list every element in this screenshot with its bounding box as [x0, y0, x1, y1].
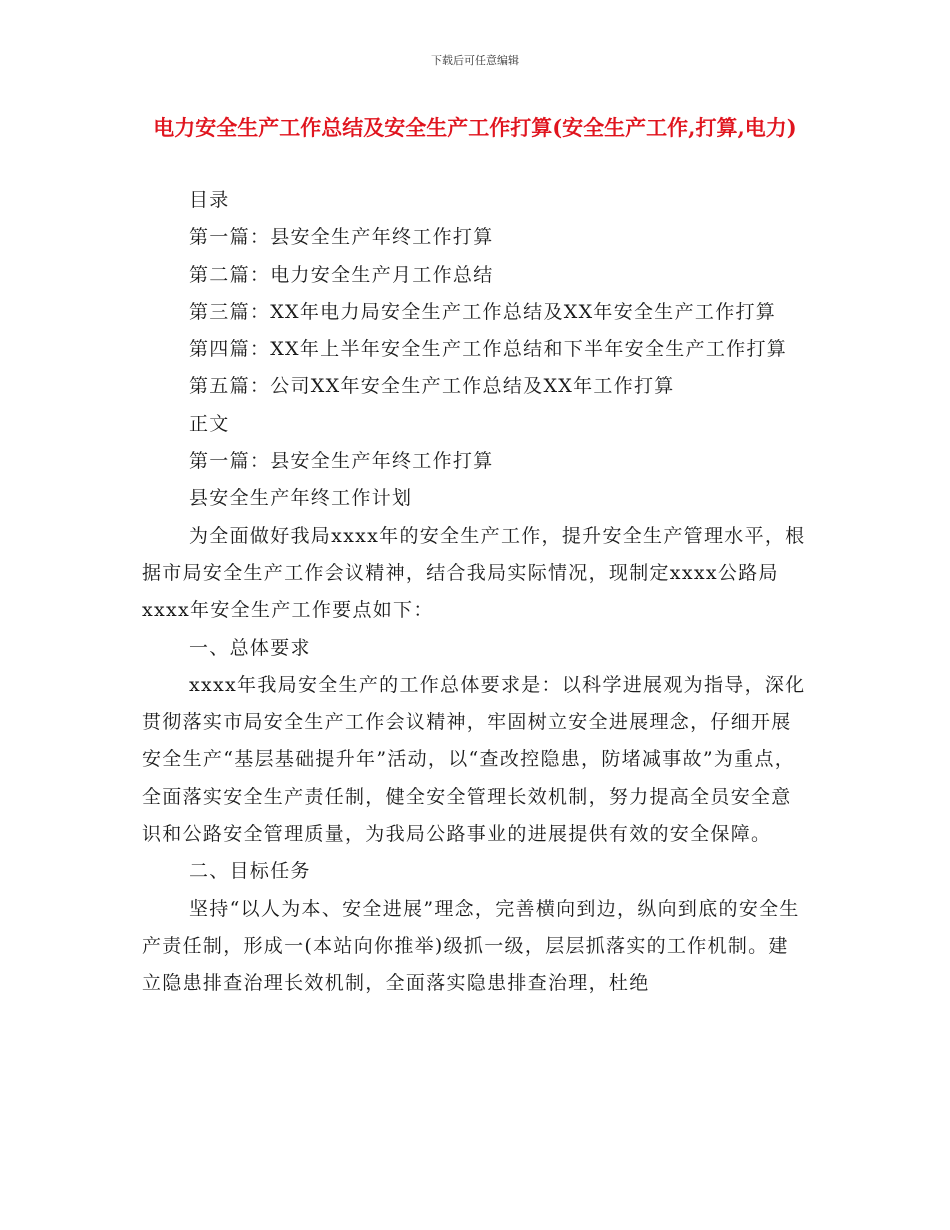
- targets-paragraph: 坚持“以人为本、安全进展”理念，完善横向到边，纵向到底的安全生产责任制，形成一(本站向你推举)级抓一级，层层抓落实的工作机制。建立隐患排查治理长效机制，全面落实隐患排查治理，杜绝: [142, 897, 800, 995]
- toc-item-5: 第五篇：公司XX年安全生产工作总结及XX年工作打算: [189, 375, 675, 398]
- intro-paragraph: 为全面做好我局xxxx年的安全生产工作，提升安全生产管理水平，根据市局安全生产工作会议精神，结合我局实际情况，现制定xxxx公路局xxxx年安全生产工作要点如下：: [142, 524, 806, 622]
- toc-item-2: 第二篇：电力安全生产月工作总结: [189, 263, 494, 286]
- general-requirements-paragraph: xxxx年我局安全生产的工作总体要求是：以科学进展观为指导，深化贯彻落实市局安全生产工作会议精神，牢固树立安全进展理念，仔细开展安全生产“基层基础提升年”活动，以“查改控隐患，防堵减事故”为重点，全面落实安全生产责任制，健全安全管理长效机制，努力提高全员安全意识和公路安全管理质量，为我局公路事业的进展提供有效的安全保障。: [142, 673, 806, 846]
- section-subtitle: 县安全生产年终工作计划: [189, 487, 413, 510]
- section-heading-general: 一、总体要求: [189, 636, 311, 659]
- document-title: 电力安全生产工作总结及安全生产工作打算(安全生产工作,打算,电力): [153, 115, 797, 140]
- toc-item-1: 第一篇：县安全生产年终工作打算: [189, 226, 494, 249]
- toc-item-3: 第三篇：XX年电力局安全生产工作总结及XX年安全生产工作打算: [189, 300, 777, 323]
- chapter-title: 第一篇：县安全生产年终工作打算: [189, 450, 494, 473]
- toc-heading: 目录: [189, 189, 230, 211]
- page-header-note: 下载后可任意编辑: [431, 54, 519, 67]
- section-heading-targets: 二、目标任务: [189, 860, 311, 883]
- toc-item-4: 第四篇：XX年上半年安全生产工作总结和下半年安全生产工作打算: [189, 338, 788, 361]
- body-heading: 正文: [189, 412, 230, 435]
- document-body: [142, 182, 807, 1003]
